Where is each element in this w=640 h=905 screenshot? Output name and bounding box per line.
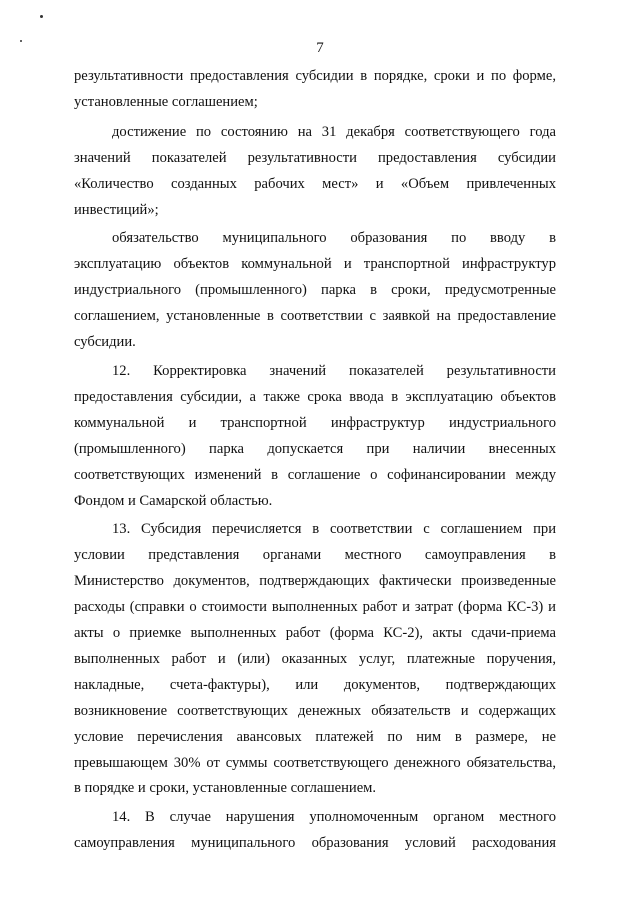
text-line: 13. Субсидия перечисляется в соответствии с соглашением при	[112, 521, 556, 538]
text-line: самоуправления муниципального образования условий расходования	[74, 835, 556, 852]
paragraph	[74, 359, 556, 514]
text-line: акты о приемке выполненных работ (форма КС-2), акты сдачи-приема	[74, 625, 556, 642]
text-line: обязательство муниципального образования по вводу в	[112, 230, 556, 247]
paragraph	[74, 805, 556, 857]
text-line: 14. В случае нарушения уполномоченным органом местного	[112, 809, 556, 826]
text-line: (промышленного) парка допускается при наличии внесенных	[74, 440, 556, 457]
text-line: Фондом и Самарской областью.	[74, 492, 273, 509]
text-line: субсидии.	[74, 334, 136, 351]
text-line: накладные, счета-фактуры), или документов, подтверждающих	[74, 676, 556, 693]
document-body	[74, 64, 556, 857]
text-line: 12. Корректировка значений показателей результативности	[112, 362, 556, 379]
text-line: возникновение соответствующих денежных обязательств и содержащих	[74, 702, 556, 719]
text-line: соглашением, установленные в соответствии с заявкой на предоставление	[74, 308, 556, 325]
text-line: установленные соглашением;	[74, 93, 258, 110]
text-line: превышающем 30% от суммы соответствующего денежного обязательства,	[74, 754, 556, 771]
text-line: условии представления органами местного самоуправления в	[74, 547, 556, 564]
text-line: расходы (справки о стоимости выполненных работ и затрат (форма КС-3) и	[74, 599, 556, 616]
text-line: соответствующих изменений в соглашение о софинансировании между	[74, 466, 556, 483]
text-line: «Количество созданных рабочих мест» и «Объем привлеченных	[74, 175, 556, 192]
text-line: Министерство документов, подтверждающих фактически произведенные	[74, 573, 556, 590]
paragraph	[74, 517, 556, 802]
text-line: предоставления субсидии, а также срока ввода в эксплуатацию объектов	[74, 388, 556, 405]
text-line: коммунальной и транспортной инфраструктур индустриального	[74, 414, 556, 431]
text-line: значений показателей результативности предоставления субсидии	[74, 149, 556, 166]
text-line: условие перечисления авансовых платежей по ним в размере, не	[74, 728, 556, 745]
scan-speck	[40, 15, 43, 18]
paragraph	[74, 120, 556, 224]
paragraph	[74, 64, 556, 116]
text-line: эксплуатацию объектов коммунальной и транспортной инфраструктур	[74, 256, 556, 273]
text-line: достижение по состоянию на 31 декабря соответствующего года	[112, 123, 556, 140]
text-line: индустриального (промышленного) парка в сроки, предусмотренные	[74, 282, 556, 299]
text-line: в порядке и сроки, установленные соглашением.	[74, 780, 377, 797]
text-line: инвестиций»;	[74, 201, 159, 218]
text-line: выполненных работ и (или) оказанных услуг, платежные поручения,	[74, 650, 556, 667]
page-number: 7	[316, 40, 324, 56]
text-line: результативности предоставления субсидии в порядке, сроки и по форме,	[74, 68, 556, 84]
paragraph	[74, 226, 556, 356]
